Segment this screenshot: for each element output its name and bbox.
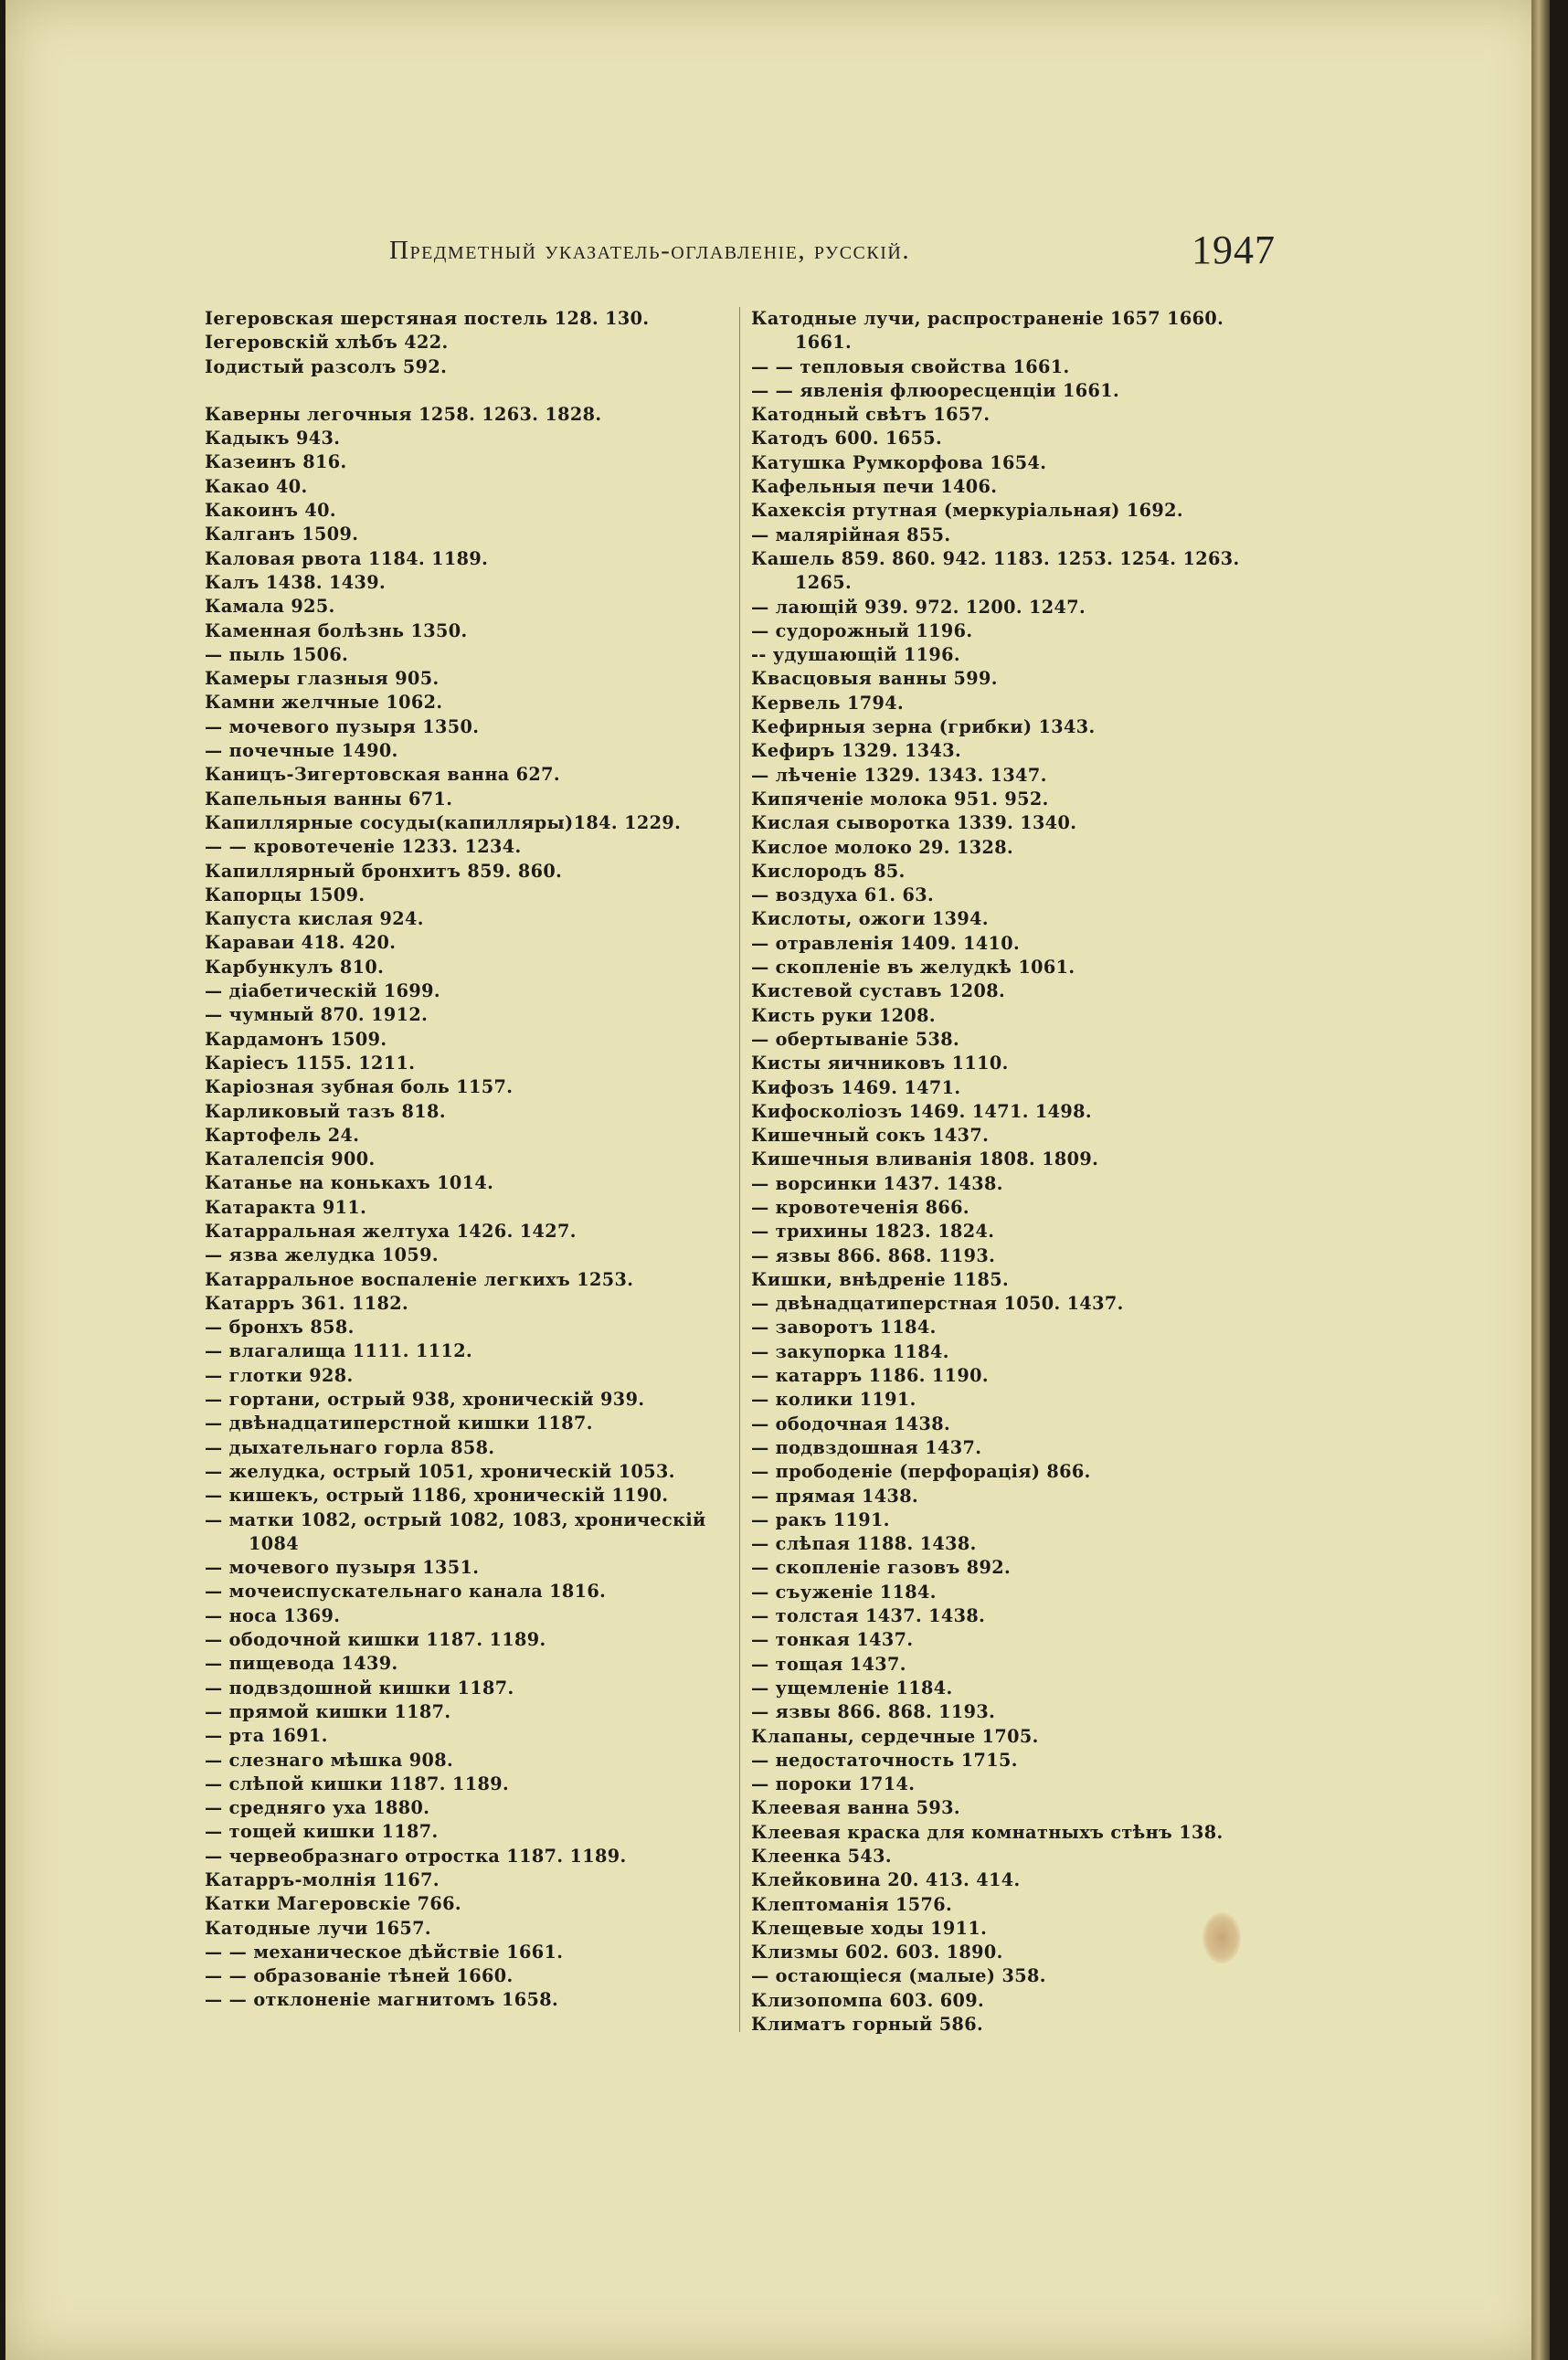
index-entry: — — отклоненіе магнитомъ 1658. bbox=[205, 1989, 559, 2011]
index-entry: — отравленія 1409. 1410. bbox=[751, 932, 1021, 954]
index-entry: — мочевого пузыря 1351. bbox=[205, 1557, 480, 1579]
index-entry: Кишечныя вливанія 1808. 1809. bbox=[751, 1148, 1099, 1170]
index-entry: — съуженіе 1184. bbox=[751, 1581, 937, 1603]
index-entry: — влагалища 1111. 1112. bbox=[205, 1340, 473, 1362]
index-entry: Катодные лучи, распространеніе 1657 1660. 1661. bbox=[751, 308, 1224, 354]
index-entry: Кефиръ 1329. 1343. bbox=[751, 740, 962, 762]
index-entry: Кислая сыворотка 1339. 1340. bbox=[751, 812, 1077, 834]
index-entry: — мочеиспускательнаго канала 1816. bbox=[205, 1581, 607, 1603]
index-entry: — заворотъ 1184. bbox=[751, 1317, 937, 1339]
index-entry: Кислое молоко 29. 1328. bbox=[751, 836, 1014, 858]
page-number: 1947 bbox=[1192, 228, 1276, 272]
index-entry: Кипяченіе молока 951. 952. bbox=[751, 788, 1049, 810]
index-entry: Клизмы 602. 603. 1890. bbox=[751, 1942, 1003, 1963]
index-entry: Камеры глазныя 905. bbox=[205, 668, 440, 690]
index-entry: — язва желудка 1059. bbox=[205, 1244, 439, 1266]
index-entry: — пороки 1714. bbox=[751, 1773, 916, 1795]
index-entry: — ущемленіе 1184. bbox=[751, 1677, 953, 1699]
index-entry: Каталепсія 900. bbox=[205, 1148, 376, 1170]
index-entry: Капиллярный бронхитъ 859. 860. bbox=[205, 860, 563, 882]
index-entry: — тощая 1437. bbox=[751, 1653, 906, 1675]
index-column-left bbox=[205, 307, 730, 2013]
index-entry: — пищевода 1439. bbox=[205, 1653, 398, 1675]
index-entry: Камни желчные 1062. bbox=[205, 692, 443, 714]
index-entry: — скопленіе въ желудкѣ 1061. bbox=[751, 957, 1075, 979]
index-entry: Каверны легочныя 1258. 1263. 1828. bbox=[205, 403, 602, 425]
index-entry: — лающій 939. 972. 1200. 1247. bbox=[751, 596, 1086, 618]
index-entry: Кифозъ 1469. 1471. bbox=[751, 1076, 961, 1098]
index-entry: Кахексія ртутная (меркуріальная) 1692. bbox=[751, 500, 1183, 522]
index-entry: Карбункулъ 810. bbox=[205, 956, 385, 978]
index-entry: — — кровотеченіе 1233. 1234. bbox=[205, 836, 522, 858]
index-entry: — кишекъ, острый 1186, хроническій 1190. bbox=[205, 1485, 669, 1507]
index-entry: Каменная болѣзнь 1350. bbox=[205, 619, 468, 641]
index-entry: Катанье на конькахъ 1014. bbox=[205, 1172, 494, 1194]
index-entry: — судорожный 1196. bbox=[751, 619, 973, 641]
index-entry: — лѣченіе 1329. 1343. 1347. bbox=[751, 764, 1047, 786]
index-entry: — — явленія флюоресценціи 1661. bbox=[751, 379, 1120, 401]
index-entry: Кервель 1794. bbox=[751, 692, 905, 714]
index-entry: Катарръ 361. 1182. bbox=[205, 1292, 409, 1314]
index-entry: Катарральное воспаленіе легкихъ 1253. bbox=[205, 1268, 634, 1290]
index-entry: Клапаны, сердечные 1705. bbox=[751, 1725, 1039, 1747]
index-entry: — средняго уха 1880. bbox=[205, 1797, 430, 1819]
index-entry: Клеевая ванна 593. bbox=[751, 1797, 960, 1819]
index-entry: Квасцовыя ванны 599. bbox=[751, 668, 998, 690]
index-entry: Кишки, внѣдреніе 1185. bbox=[751, 1268, 1010, 1290]
index-entry: Каницъ-Зигертовская ванна 627. bbox=[205, 764, 561, 786]
index-entry: Катодные лучи 1657. bbox=[205, 1917, 431, 1939]
index-entry: — матки 1082, острый 1082, 1083, хроническій 1084 bbox=[205, 1508, 706, 1554]
index-entry: — скопленіе газовъ 892. bbox=[751, 1557, 1012, 1579]
index-entry: — кровотеченія 866. bbox=[751, 1196, 969, 1218]
index-entry: Какоинъ 40. bbox=[205, 500, 336, 522]
index-entry: — бронхъ 858. bbox=[205, 1317, 355, 1339]
index-entry: — мочевого пузыря 1350. bbox=[205, 715, 480, 737]
index-entry: — прободеніе (перфорація) 866. bbox=[751, 1461, 1091, 1483]
index-entry: Клеенка 543. bbox=[751, 1846, 892, 1867]
index-entry: Калганъ 1509. bbox=[205, 524, 359, 545]
index-entry: — прямая 1438. bbox=[751, 1485, 919, 1507]
running-title: Предметный указатель-оглавленіе, русскій. bbox=[389, 236, 911, 265]
index-entry: Кифосколіозъ 1469. 1471. 1498. bbox=[751, 1100, 1092, 1122]
index-entry: Камала 925. bbox=[205, 596, 335, 618]
column-divider bbox=[739, 307, 740, 2032]
index-entry: Кашель 859. 860. 942. 1183. 1253. 1254. 1263. 1265. bbox=[751, 547, 1240, 594]
index-entry: Капиллярные сосуды(капилляры)184. 1229. bbox=[205, 811, 682, 833]
index-entry: — пыль 1506. bbox=[205, 643, 349, 665]
index-entry: Катаракта 911. bbox=[205, 1196, 367, 1218]
index-entry: Кисть руки 1208. bbox=[751, 1004, 936, 1026]
index-entry: Кисты яичниковъ 1110. bbox=[751, 1053, 1009, 1074]
index-entry: Капуста кислая 924. bbox=[205, 908, 424, 930]
index-entry: Кислородъ 85. bbox=[751, 860, 906, 882]
index-entry: — ворсинки 1437. 1438. bbox=[751, 1172, 1003, 1194]
index-entry: Кислоты, ожоги 1394. bbox=[751, 908, 989, 930]
index-entry: — подвздошной кишки 1187. bbox=[205, 1677, 514, 1699]
index-entry: Катарральная желтуха 1426. 1427. bbox=[205, 1220, 577, 1242]
index-entry: — рта 1691. bbox=[205, 1725, 328, 1747]
index-entry: — слѣпая 1188. 1438. bbox=[751, 1533, 977, 1555]
index-entry: Клейковина 20. 413. 414. bbox=[751, 1869, 1021, 1891]
index-entry: — — механическое дѣйствіе 1661. bbox=[205, 1941, 564, 1963]
index-entry: — желудка, острый 1051, хроническій 1053. bbox=[205, 1460, 675, 1482]
index-entry: Іодистый разсолъ 592. bbox=[205, 355, 448, 377]
index-entry: Карликовый тазъ 818. bbox=[205, 1100, 446, 1122]
index-entry: — недостаточность 1715. bbox=[751, 1749, 1018, 1771]
index-entry: Каловая рвота 1184. 1189. bbox=[205, 547, 489, 569]
index-entry: — глотки 928. bbox=[205, 1364, 354, 1386]
index-entry: — воздуха 61. 63. bbox=[751, 884, 935, 906]
index-entry: Каріесъ 1155. 1211. bbox=[205, 1052, 416, 1074]
book-spine bbox=[1531, 0, 1550, 2360]
index-entry: — носа 1369. bbox=[205, 1604, 341, 1626]
index-entry: Калъ 1438. 1439. bbox=[205, 571, 387, 593]
index-entry: — почечные 1490. bbox=[205, 740, 398, 762]
index-entry: Капорцы 1509. bbox=[205, 884, 366, 905]
index-entry: Клизопомпа 603. 609. bbox=[751, 1989, 985, 2011]
index-entry: — двѣнадцатиперстная 1050. 1437. bbox=[751, 1293, 1124, 1315]
index-entry: Кишечный сокъ 1437. bbox=[751, 1125, 990, 1147]
index-entry: Кардамонъ 1509. bbox=[205, 1028, 387, 1050]
index-entry: — толстая 1437. 1438. bbox=[751, 1605, 986, 1627]
index-entry: Кистевой суставъ 1208. bbox=[751, 980, 1006, 1002]
index-entry: Катодъ 600. 1655. bbox=[751, 428, 943, 450]
index-entry: — двѣнадцатиперстной кишки 1187. bbox=[205, 1413, 593, 1434]
index-entry: — діабетическій 1699. bbox=[205, 980, 440, 1002]
index-entry: — слѣпой кишки 1187. 1189. bbox=[205, 1773, 510, 1794]
index-entry: — остающіеся (малые) 358. bbox=[751, 1965, 1046, 1987]
index-entry: — закупорка 1184. bbox=[751, 1340, 949, 1362]
index-entry: — тонкая 1437. bbox=[751, 1629, 914, 1651]
page-header bbox=[389, 219, 1276, 283]
index-entry: — прямой кишки 1187. bbox=[205, 1700, 451, 1722]
index-entry: — язвы 866. 868. 1193. bbox=[751, 1701, 996, 1723]
index-entry: — катарръ 1186. 1190. bbox=[751, 1365, 989, 1387]
index-entry: — червеобразнаго отростка 1187. 1189. bbox=[205, 1845, 627, 1867]
index-entry: — язвы 866. 868. 1193. bbox=[751, 1244, 996, 1266]
index-entry: — ободочная 1438. bbox=[751, 1413, 951, 1434]
index-entry: — трихины 1823. 1824. bbox=[751, 1221, 995, 1243]
index-entry: — обертываніе 538. bbox=[751, 1028, 960, 1050]
index-entry: Катарръ-молнія 1167. bbox=[205, 1869, 440, 1890]
index-entry: — тощей кишки 1187. bbox=[205, 1821, 439, 1843]
index-entry: Климатъ горный 586. bbox=[751, 2014, 984, 2036]
index-entry: — малярійная 855. bbox=[751, 524, 951, 545]
index-entry: Катодный свѣтъ 1657. bbox=[751, 404, 991, 426]
index-entry: — — тепловыя свойства 1661. bbox=[751, 355, 1070, 377]
index-entry: Клеевая краска для комнатныхъ стѣнъ 138. bbox=[751, 1821, 1224, 1843]
index-entry: Іегеровская шерстяная постель 128. 130. bbox=[205, 308, 650, 329]
index-entry: Картофель 24. bbox=[205, 1124, 360, 1146]
index-entry: Кефирныя зерна (грибки) 1343. bbox=[751, 716, 1096, 738]
index-entry: — ракъ 1191. bbox=[751, 1508, 890, 1530]
index-entry: -- удушающій 1196. bbox=[751, 644, 960, 666]
index-entry: Капельныя ванны 671. bbox=[205, 788, 453, 810]
index-column-right bbox=[751, 307, 1283, 2037]
index-entry: Катушка Румкорфова 1654. bbox=[751, 451, 1047, 473]
index-entry: Кафельныя печи 1406. bbox=[751, 476, 998, 498]
index-entry: Кадыкъ 943. bbox=[205, 428, 341, 450]
index-entry: Казеинъ 816. bbox=[205, 451, 347, 473]
index-entry: Какао 40. bbox=[205, 475, 308, 497]
index-entry: — ободочной кишки 1187. 1189. bbox=[205, 1629, 546, 1651]
index-entry: — чумный 870. 1912. bbox=[205, 1004, 429, 1026]
index-entry: Катки Магеровскіе 766. bbox=[205, 1893, 461, 1915]
index-entry: — дыхательнаго горла 858. bbox=[205, 1436, 495, 1458]
index-entry: Клещевые ходы 1911. bbox=[751, 1917, 988, 1939]
index-entry: Каріозная зубная боль 1157. bbox=[205, 1076, 514, 1098]
index-entry: Караваи 418. 420. bbox=[205, 932, 397, 954]
index-entry: Іегеровскій хлѣбъ 422. bbox=[205, 332, 449, 354]
index-entry: — подвздошная 1437. bbox=[751, 1436, 982, 1458]
index-entry: Клептоманія 1576. bbox=[751, 1893, 953, 1915]
index-entry: — гортани, острый 938, хроническій 939. bbox=[205, 1389, 645, 1411]
index-entry: — колики 1191. bbox=[751, 1389, 916, 1411]
index-entry: — — образованіе тѣней 1660. bbox=[205, 1965, 514, 1987]
index-entry: — слезнаго мѣшка 908. bbox=[205, 1749, 454, 1771]
book-page bbox=[5, 0, 1550, 2360]
